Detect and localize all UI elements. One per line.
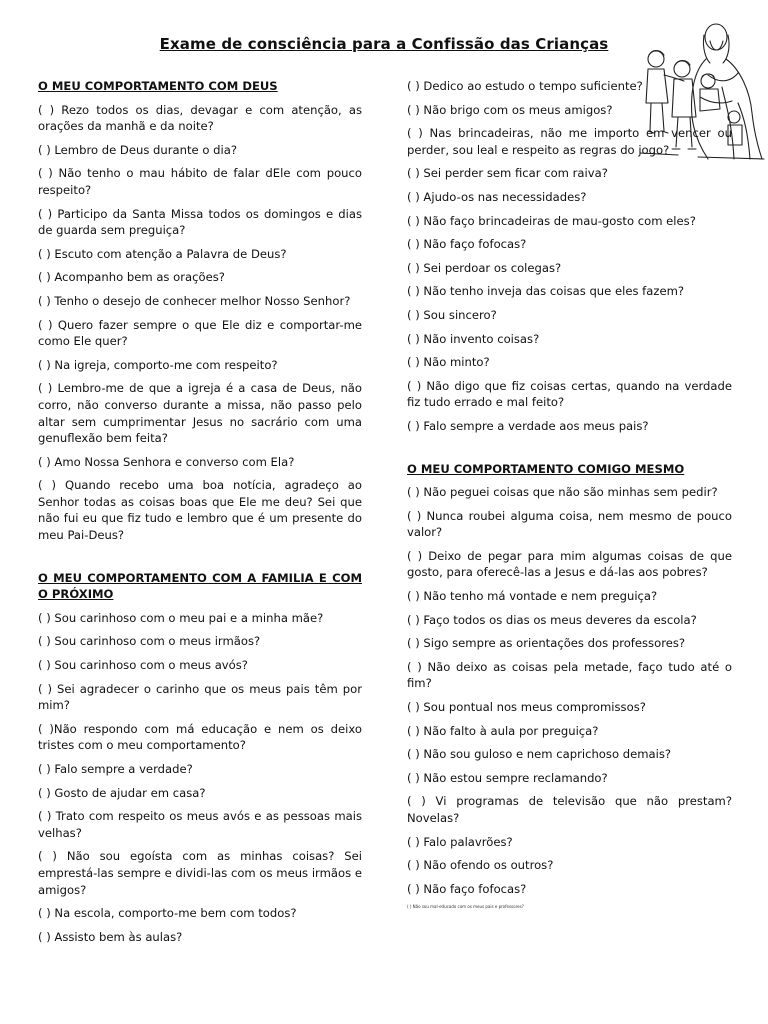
question-item: ( ) Não faço brincadeiras de mau-gosto com eles?	[407, 213, 696, 228]
question-item: ( ) Nas brincadeiras, não me importo em vencer ou perder, sou leal e respeito as regras do jogo?	[407, 126, 732, 157]
question-item: ( ) Não tenho má vontade e nem preguiça?	[407, 589, 658, 604]
question-item: ( ) Não peguei coisas que não são minhas sem pedir?	[407, 485, 718, 500]
question-item: ( ) Sei agradecer o carinho que os meus pais têm por mim?	[38, 681, 362, 713]
question-item: ( ) Não faço fofocas?	[407, 881, 527, 896]
question-item: ( ) Não brigo com os meus amigos?	[407, 102, 613, 117]
question-item: ( ) Vi programas de televisão que não prestam? Novelas?	[407, 794, 732, 825]
section-spacer	[407, 442, 732, 461]
question-item: ( ) Participo da Santa Missa todos os domingos e dias de guarda sem preguiça?	[38, 206, 362, 238]
question-item: ( ) Nunca roubei alguma coisa, nem mesmo de pouco valor?	[407, 508, 732, 540]
question-item: ( ) Acompanho bem as orações?	[38, 270, 225, 285]
question-item: ( ) Não sou egoísta com as minhas coisas? Sei emprestá-las sempre e dividi-las com os meus irmãos e amigos?	[38, 849, 362, 897]
question-item: ( )Não respondo com má educação e nem os deixo tristes com o meu comportamento?	[38, 721, 362, 753]
question-item: ( ) Sou pontual nos meus compromissos?	[407, 700, 646, 715]
question-item: ( ) Sou carinhoso com o meus avós?	[38, 658, 248, 673]
question-item: ( ) Não deixo as coisas pela metade, faço tudo até o fim?	[407, 659, 732, 691]
question-item: ( ) Assisto bem às aulas?	[38, 929, 183, 944]
page-title: Exame de consciência para a Confissão das Crianças	[159, 35, 609, 53]
right-column	[407, 78, 732, 917]
question-item: ( ) Rezo todos os dias, devagar e com atenção, as orações da manhã e da noite?	[38, 102, 362, 134]
question-item: ( ) Deixo de pegar para mim algumas coisas de que gosto, para oferecê-las a Jesus e dá-las aos pobres?	[407, 548, 732, 580]
question-item: ( ) Sei perdoar os colegas?	[407, 260, 562, 275]
section-heading-deus: O MEU COMPORTAMENTO COM DEUS	[38, 79, 278, 93]
question-item: ( ) Não falto à aula por preguiça?	[407, 723, 599, 738]
question-item: ( ) Falo sempre a verdade?	[38, 762, 193, 776]
question-item: ( ) Quero fazer sempre o que Ele diz e comportar-me como Ele quer?	[38, 317, 362, 349]
question-item: ( ) Não invento coisas?	[407, 331, 540, 346]
question-item: ( ) Dedico ao estudo o tempo suficiente?	[407, 79, 643, 93]
question-item: ( ) Na escola, comporto-me bem com todos?	[38, 906, 297, 921]
footnote: ( ) Não sou mal-educado com os meus pais e professores?	[407, 904, 524, 910]
question-item: ( ) Não sou guloso e nem caprichoso demais?	[407, 747, 672, 762]
question-item: ( ) Falo sempre a verdade aos meus pais?	[407, 418, 649, 433]
question-item: ( ) Quando recebo uma boa notícia, agradeço ao Senhor todas as coisas boas que Ele me deu? Sei que não fui eu que fiz tudo e lembro que é um presente do meu Pai-Deus?	[38, 478, 362, 543]
question-item: ( ) Sou carinhoso com o meus irmãos?	[38, 634, 261, 649]
question-item: ( ) Não tenho inveja das coisas que eles fazem?	[407, 284, 685, 299]
question-item: ( ) Gosto de ajudar em casa?	[38, 785, 206, 800]
question-item: ( ) Não tenho o mau hábito de falar dEle com pouco respeito?	[38, 166, 362, 197]
question-item: ( ) Sei perder sem ficar com raiva?	[407, 166, 608, 181]
question-item: ( ) Sou carinhoso com o meu pai e a minha mãe?	[38, 610, 324, 625]
question-item: ( ) Na igreja, comporto-me com respeito?	[38, 357, 278, 372]
question-item: ( ) Não minto?	[407, 355, 490, 370]
question-item: ( ) Não ofendo os outros?	[407, 858, 554, 873]
left-column	[38, 78, 362, 952]
question-item: ( ) Tenho o desejo de conhecer melhor Nosso Senhor?	[38, 293, 351, 308]
question-item: ( ) Sou sincero?	[407, 307, 497, 322]
question-item: ( ) Lembro-me de que a igreja é a casa de Deus, não corro, não converso durante a missa, não passo pelo altar sem cumprimentar Jesus no sacrário com uma genuflexão bem feita?	[38, 381, 362, 446]
question-item: ( ) Trato com respeito os meus avós e as pessoas mais velhas?	[38, 809, 362, 840]
question-item: ( ) Não digo que fiz coisas certas, quando na verdade fiz tudo errado e mal feito?	[407, 378, 732, 410]
question-item: ( ) Falo palavrões?	[407, 834, 513, 849]
section-heading-familia: O MEU COMPORTAMENTO COM A FAMILIA E COM O PRÓXIMO	[38, 570, 362, 602]
section-heading-mesmo: O MEU COMPORTAMENTO COMIGO MESMO	[407, 461, 685, 476]
question-item: ( ) Lembro de Deus durante o dia?	[38, 142, 237, 157]
question-item: ( ) Ajudo-os nas necessidades?	[407, 189, 587, 204]
section-spacer	[38, 551, 362, 570]
question-item: ( ) Faço todos os dias os meus deveres da escola?	[407, 612, 697, 627]
question-item: ( ) Amo Nossa Senhora e converso com Ela?	[38, 454, 295, 469]
question-item: ( ) Não estou sempre reclamando?	[407, 770, 608, 785]
question-item: ( ) Sigo sempre as orientações dos professores?	[407, 636, 686, 651]
question-item: ( ) Não faço fofocas?	[407, 237, 527, 252]
question-item: ( ) Escuto com atenção a Palavra de Deus?	[38, 246, 287, 261]
